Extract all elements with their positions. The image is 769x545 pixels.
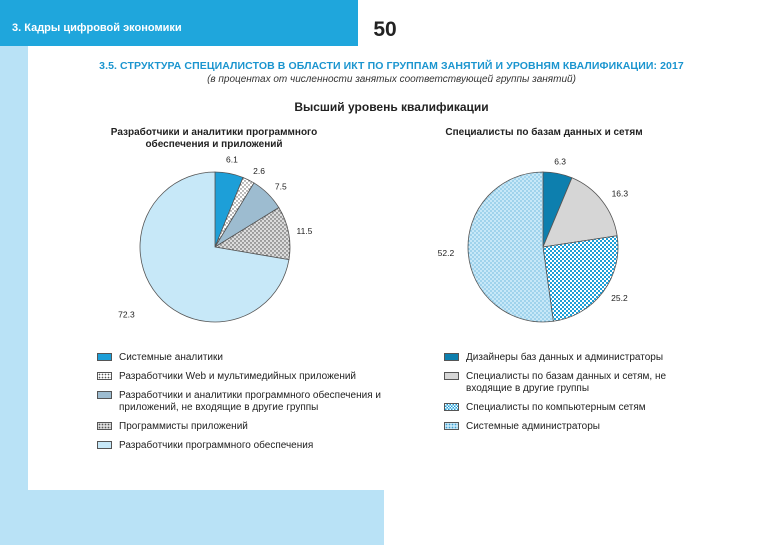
legend2-label-2: Специалисты по базам данных и сетям, не входящие в другие группы xyxy=(466,371,667,394)
pie1-label-4: 11.5 xyxy=(296,226,313,237)
pie2-slice-3 xyxy=(543,236,618,322)
pie2-label-1: 6.3 xyxy=(554,156,567,167)
legend1-label-1: Системные аналитики xyxy=(119,352,223,363)
pie2-label-3: 25.2 xyxy=(611,292,628,303)
legend1-item-1 xyxy=(97,352,387,364)
pie-chart-2 xyxy=(438,157,629,322)
pie2-label-2: 16.3 xyxy=(611,188,629,199)
legend-1 xyxy=(97,352,387,459)
legend1-swatch-3 xyxy=(97,391,112,399)
legend1-swatch-1 xyxy=(97,353,112,361)
legend1-label-2: Разработчики Web и мультимедийных приложений xyxy=(119,371,357,382)
legend2-swatch-2 xyxy=(444,372,459,380)
legend1-item-2 xyxy=(97,371,387,383)
chart2-title: Специалисты по базам данных и сетям xyxy=(445,127,643,138)
legend1-label-4: Программисты приложений xyxy=(119,421,248,432)
legend2-item-1 xyxy=(444,352,694,364)
legend2-label-4: Системные администраторы xyxy=(466,421,600,432)
figure-subheading: Высший уровень квалификации xyxy=(294,100,489,114)
pie1-label-1: 6.1 xyxy=(226,154,238,165)
legend2-swatch-4 xyxy=(444,422,459,430)
legend2-item-2 xyxy=(444,371,694,395)
legend1-swatch-2 xyxy=(97,372,112,380)
pie1-label-2: 2.6 xyxy=(253,166,265,177)
pie1-label-5: 72.3 xyxy=(118,309,135,320)
page-number: 50 xyxy=(373,18,397,41)
legend2-label-3: Специалисты по компьютерным сетям xyxy=(466,402,646,413)
legend2-item-3 xyxy=(444,402,694,414)
legend1-swatch-4 xyxy=(97,422,112,430)
legend2-swatch-3 xyxy=(444,403,459,411)
legend2-label-1: Дизайнеры баз данных и администраторы xyxy=(466,352,664,363)
legend1-swatch-5 xyxy=(97,441,112,449)
legend1-item-4 xyxy=(97,421,387,433)
figure-title: 3.5. СТРУКТУРА СПЕЦИАЛИСТОВ В ОБЛАСТИ ИКТ ПО ГРУППАМ ЗАНЯТИЙ И УРОВНЯМ КВАЛИФИКАЦИИ: 2017 xyxy=(99,60,684,72)
legend1-label-5: Разработчики программного обеспечения xyxy=(119,440,314,451)
pie2-label-4: 52.2 xyxy=(437,248,455,259)
legend-2 xyxy=(444,352,694,440)
legend1-item-5 xyxy=(97,440,387,452)
section-label: 3. Кадры цифровой экономики xyxy=(12,22,182,34)
legend1-item-3 xyxy=(97,390,387,414)
pie-chart-1 xyxy=(118,155,312,322)
pie2-slice-4 xyxy=(468,172,553,322)
legend2-item-4 xyxy=(444,421,694,433)
chart1-title: Разработчики и аналитики программного обеспечения и приложений xyxy=(110,127,318,150)
pie1-label-3: 7.5 xyxy=(274,181,287,192)
legend1-label-3: Разработчики и аналитики программного обеспечения и приложений, не входящие в другие группы xyxy=(119,390,381,413)
figure-subtitle: (в процентах от численности занятых соответствующей группы занятий) xyxy=(207,74,576,85)
legend2-swatch-1 xyxy=(444,353,459,361)
